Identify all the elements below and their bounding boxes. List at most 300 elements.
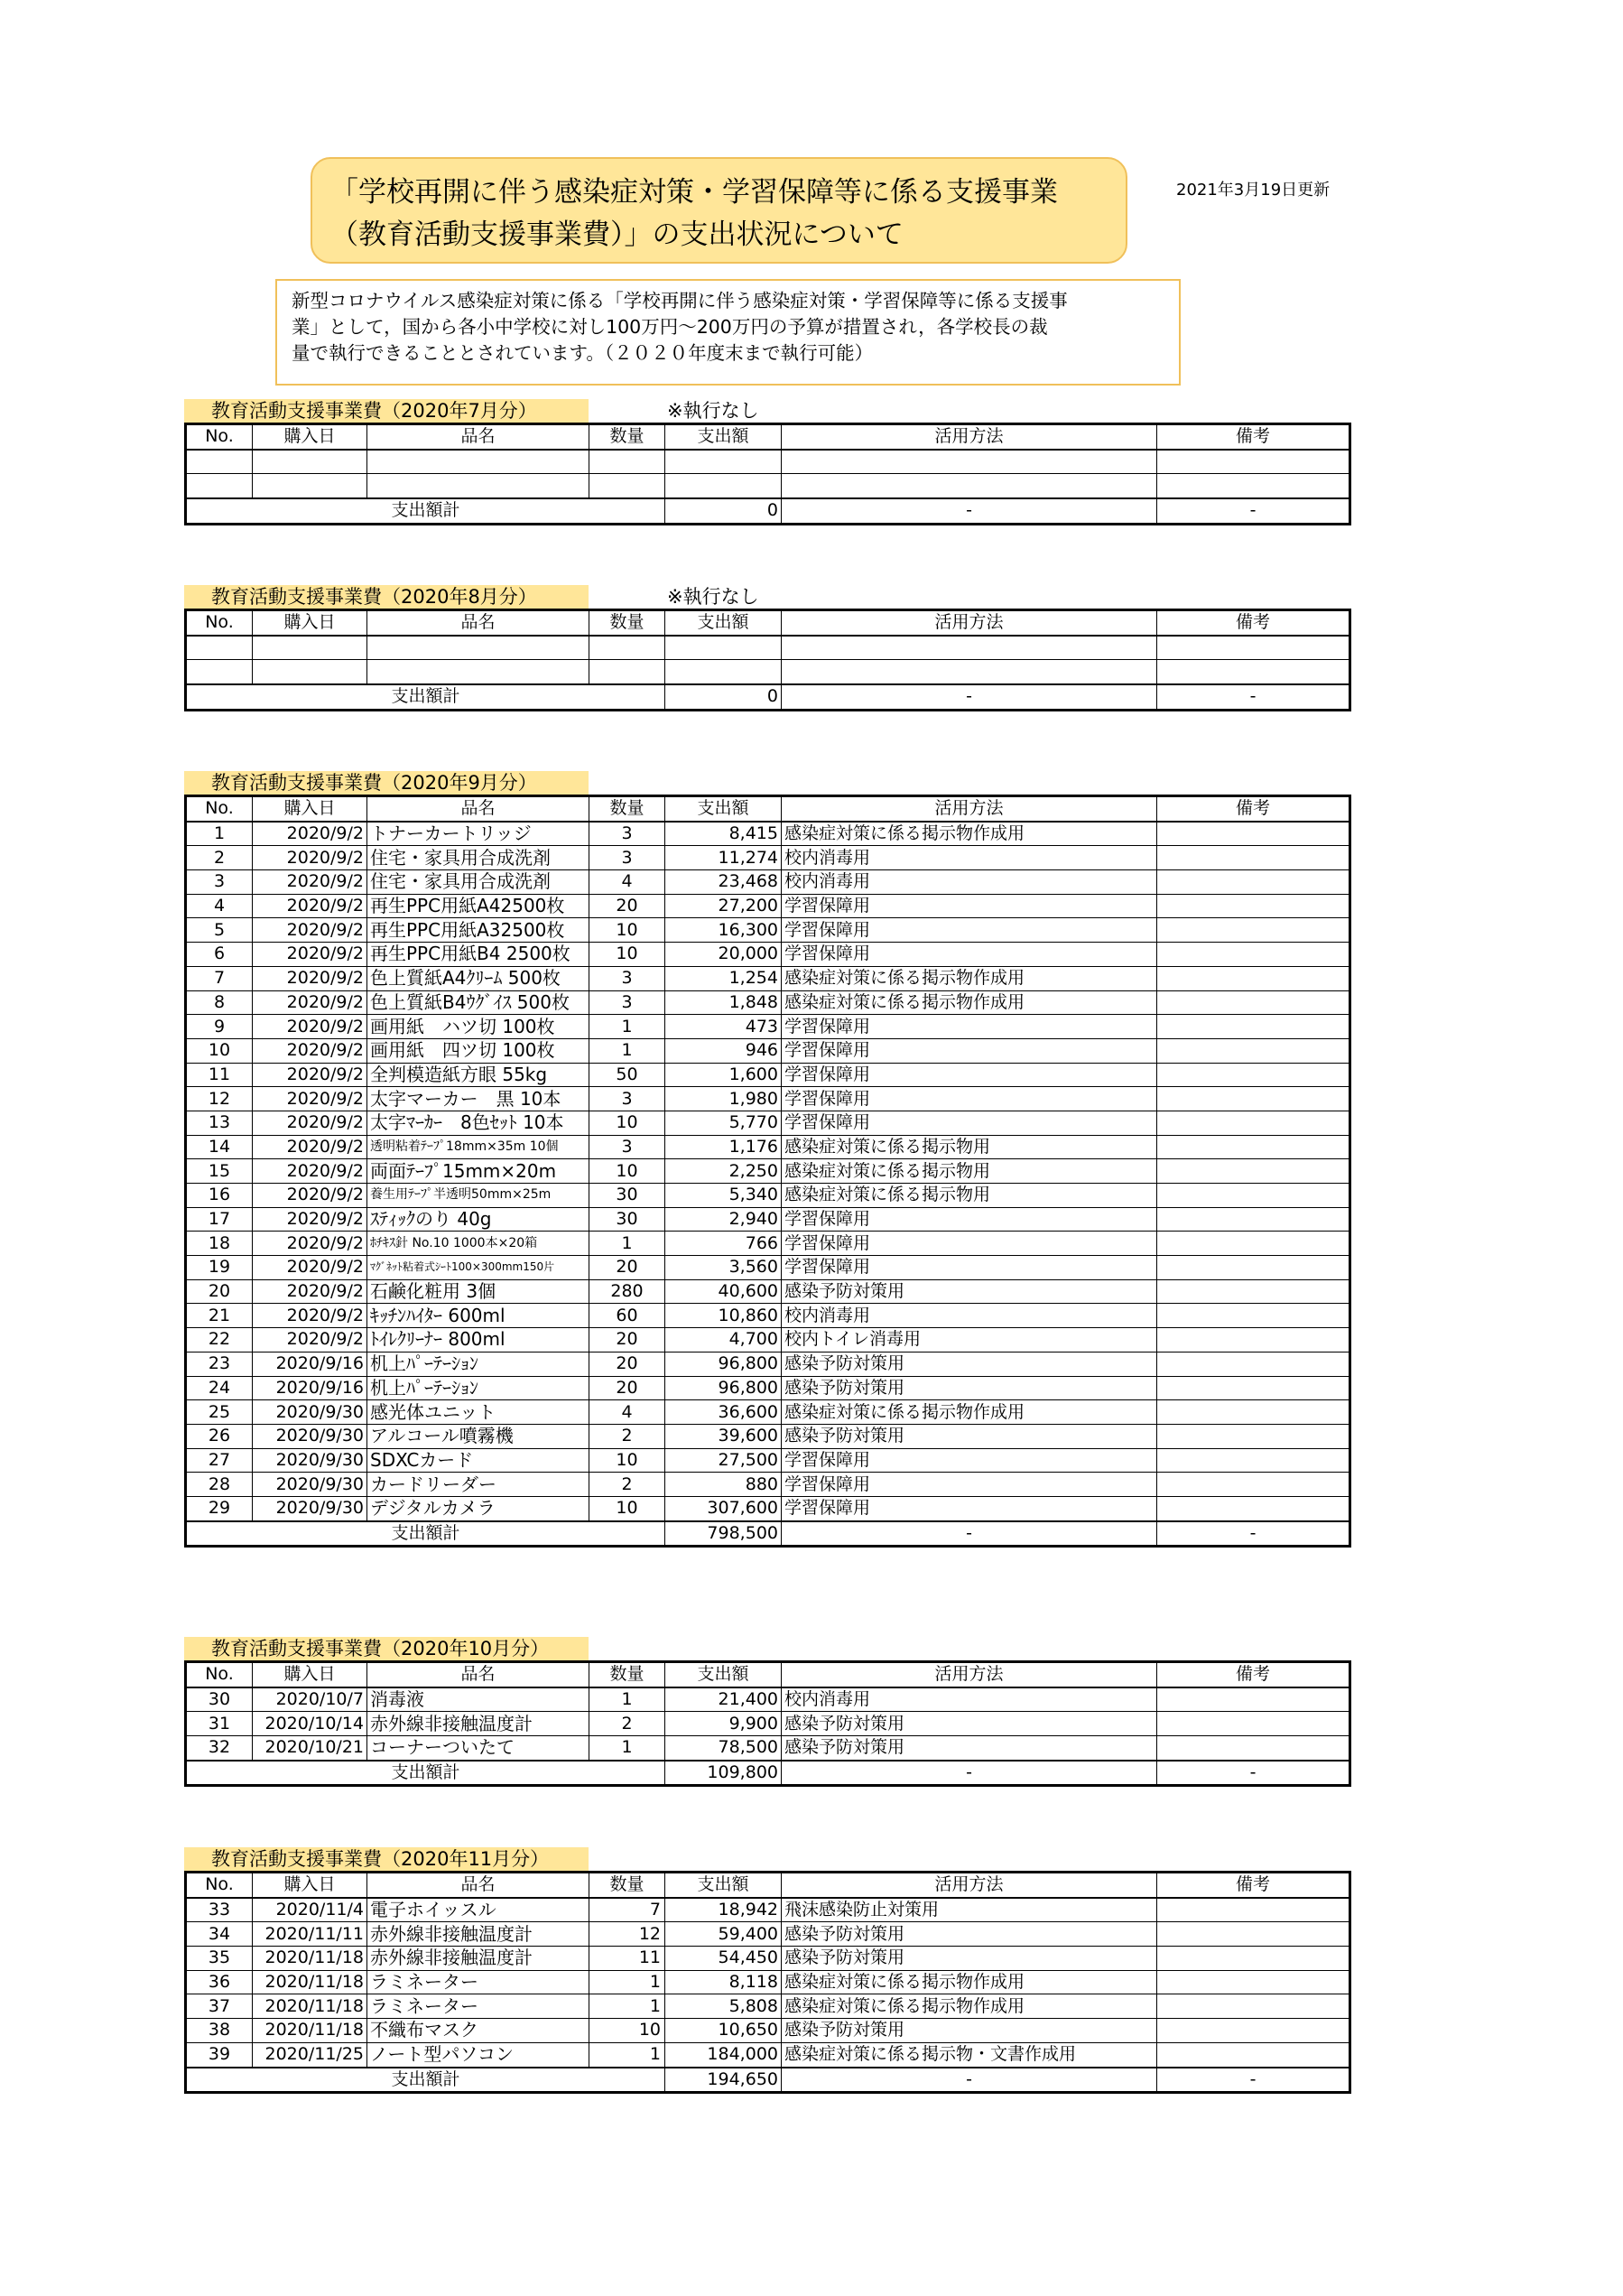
cell-qty: 10	[589, 918, 665, 943]
cell-item: ﾄｲﾚｸﾘｰﾅｰ 800ml	[367, 1328, 589, 1353]
cell-no: 36	[186, 1970, 253, 1994]
cell-no: 19	[186, 1256, 253, 1280]
cell-item: 再生PPC用紙B4 2500枚	[367, 943, 589, 967]
cell-use: 感染症対策に係る掲示物用	[782, 1159, 1157, 1184]
cell-qty: 11	[589, 1947, 665, 1971]
expense-table	[184, 795, 1351, 1548]
section-header	[184, 1847, 1349, 1871]
expense-table	[184, 1871, 1351, 2094]
cell-date: 2020/9/30	[253, 1496, 367, 1520]
cell-amount: 54,450	[665, 1947, 782, 1971]
table-row	[186, 1038, 1350, 1063]
cell-no: 16	[186, 1184, 253, 1208]
cell-amount: 1,600	[665, 1063, 782, 1087]
empty-cell	[186, 474, 253, 498]
cell-amount: 2,940	[665, 1207, 782, 1232]
total-use-dash: -	[782, 1521, 1157, 1547]
cell-date: 2020/11/18	[253, 2019, 367, 2043]
cell-use: 感染症対策に係る掲示物・文書作成用	[782, 2042, 1157, 2067]
cell-use: 感染症対策に係る掲示物用	[782, 1135, 1157, 1159]
table-row	[186, 1256, 1350, 1280]
cell-use: 学習保障用	[782, 1473, 1157, 1497]
cell-no: 30	[186, 1687, 253, 1712]
table-row	[186, 918, 1350, 943]
empty-cell	[589, 450, 665, 474]
cell-date: 2020/9/16	[253, 1352, 367, 1376]
cell-date: 2020/10/7	[253, 1687, 367, 1712]
header-no: No.	[186, 1662, 253, 1687]
cell-date: 2020/9/30	[253, 1473, 367, 1497]
expense-table	[184, 1660, 1351, 1787]
table-row	[186, 1087, 1350, 1111]
cell-amount: 59,400	[665, 1922, 782, 1947]
header-use: 活用方法	[782, 1662, 1157, 1687]
cell-amount: 18,942	[665, 1898, 782, 1922]
cell-no: 8	[186, 990, 253, 1015]
total-note-dash: -	[1157, 1521, 1350, 1547]
cell-no: 31	[186, 1712, 253, 1736]
cell-note	[1157, 1712, 1350, 1736]
total-row	[186, 1761, 1350, 1786]
cell-note	[1157, 1279, 1350, 1304]
cell-amount: 27,200	[665, 894, 782, 918]
cell-qty: 1	[589, 1970, 665, 1994]
cell-note	[1157, 1087, 1350, 1111]
cell-qty: 10	[589, 2019, 665, 2043]
table-row	[186, 966, 1350, 990]
cell-amount: 766	[665, 1232, 782, 1256]
table-row	[186, 1015, 1350, 1039]
table-row	[186, 1304, 1350, 1328]
cell-item: ｷｯﾁﾝﾊｲﾀｰ 600ml	[367, 1304, 589, 1328]
cell-use: 感染予防対策用	[782, 2019, 1157, 2043]
empty-cell	[1157, 636, 1350, 660]
cell-use: 校内消毒用	[782, 1687, 1157, 1712]
header-item: 品名	[367, 1873, 589, 1898]
empty-cell	[782, 450, 1157, 474]
empty-cell	[253, 660, 367, 684]
cell-note	[1157, 1424, 1350, 1448]
empty-cell	[1157, 474, 1350, 498]
table-row	[186, 846, 1350, 870]
cell-qty: 50	[589, 1063, 665, 1087]
total-note-dash: -	[1157, 684, 1350, 710]
cell-qty: 1	[589, 1994, 665, 2019]
header-amount: 支出額	[665, 610, 782, 636]
total-row	[186, 498, 1350, 524]
cell-date: 2020/9/2	[253, 1038, 367, 1063]
empty-row	[186, 660, 1350, 684]
cell-date: 2020/11/18	[253, 1947, 367, 1971]
cell-note	[1157, 1015, 1350, 1039]
header-amount: 支出額	[665, 1873, 782, 1898]
cell-amount: 307,600	[665, 1496, 782, 1520]
empty-cell	[186, 450, 253, 474]
cell-qty: 20	[589, 894, 665, 918]
cell-use: 学習保障用	[782, 918, 1157, 943]
cell-use: 学習保障用	[782, 894, 1157, 918]
cell-qty: 10	[589, 943, 665, 967]
total-amount: 109,800	[665, 1761, 782, 1786]
cell-use: 感染予防対策用	[782, 1376, 1157, 1400]
cell-qty: 3	[589, 990, 665, 1015]
cell-item: 不織布マスク	[367, 2019, 589, 2043]
header-note: 備考	[1157, 1873, 1350, 1898]
cell-qty: 1	[589, 1015, 665, 1039]
cell-use: 校内トイレ消毒用	[782, 1328, 1157, 1353]
cell-amount: 5,340	[665, 1184, 782, 1208]
cell-qty: 3	[589, 1135, 665, 1159]
cell-amount: 1,176	[665, 1135, 782, 1159]
cell-item: 電子ホイッスル	[367, 1898, 589, 1922]
cell-amount: 1,848	[665, 990, 782, 1015]
expense-table	[184, 423, 1351, 525]
cell-no: 29	[186, 1496, 253, 1520]
cell-item: 住宅・家具用合成洗剤	[367, 846, 589, 870]
cell-qty: 1	[589, 1038, 665, 1063]
table-row	[186, 870, 1350, 895]
cell-use: 感染症対策に係る掲示物作成用	[782, 990, 1157, 1015]
cell-item: 石鹸化粧用 3個	[367, 1279, 589, 1304]
cell-no: 35	[186, 1947, 253, 1971]
cell-note	[1157, 1994, 1350, 2019]
updated-date: 2021年3月19日更新	[1176, 181, 1331, 200]
empty-cell	[665, 474, 782, 498]
table-row	[186, 1424, 1350, 1448]
table-header-row	[186, 424, 1350, 450]
expense-section	[184, 771, 1349, 1548]
cell-qty: 10	[589, 1111, 665, 1135]
cell-date: 2020/9/2	[253, 1015, 367, 1039]
cell-use: 学習保障用	[782, 1448, 1157, 1473]
cell-date: 2020/9/30	[253, 1448, 367, 1473]
section-title: 教育活動支援事業費（2020年10月分）	[184, 1637, 589, 1660]
cell-date: 2020/9/2	[253, 1159, 367, 1184]
header-item: 品名	[367, 1662, 589, 1687]
table-header-row	[186, 1662, 1350, 1687]
cell-note	[1157, 918, 1350, 943]
cell-qty: 12	[589, 1922, 665, 1947]
cell-note	[1157, 1207, 1350, 1232]
cell-note	[1157, 1352, 1350, 1376]
cell-no: 15	[186, 1159, 253, 1184]
cell-no: 3	[186, 870, 253, 895]
cell-amount: 40,600	[665, 1279, 782, 1304]
cell-no: 38	[186, 2019, 253, 2043]
cell-item: 太字ﾏｰｶｰ 8色ｾｯﾄ 10本	[367, 1111, 589, 1135]
cell-amount: 39,600	[665, 1424, 782, 1448]
table-row	[186, 1736, 1350, 1761]
cell-note	[1157, 1256, 1350, 1280]
cell-qty: 280	[589, 1279, 665, 1304]
cell-item: ラミネーター	[367, 1970, 589, 1994]
cell-no: 14	[186, 1135, 253, 1159]
cell-note	[1157, 1184, 1350, 1208]
cell-use: 学習保障用	[782, 1496, 1157, 1520]
empty-cell	[367, 660, 589, 684]
cell-note	[1157, 1898, 1350, 1922]
cell-use: 学習保障用	[782, 1087, 1157, 1111]
cell-qty: 4	[589, 870, 665, 895]
table-row	[186, 1159, 1350, 1184]
cell-amount: 78,500	[665, 1736, 782, 1761]
cell-no: 27	[186, 1448, 253, 1473]
header-note: 備考	[1157, 424, 1350, 450]
cell-item: 色上質紙A4ｸﾘｰﾑ 500枚	[367, 966, 589, 990]
cell-item: 机上ﾊﾟｰﾃｰｼｮﾝ	[367, 1352, 589, 1376]
header-no: No.	[186, 796, 253, 822]
cell-amount: 5,808	[665, 1994, 782, 2019]
cell-amount: 9,900	[665, 1712, 782, 1736]
section-header	[184, 1637, 1349, 1660]
cell-date: 2020/9/2	[253, 1111, 367, 1135]
cell-use: 学習保障用	[782, 1207, 1157, 1232]
expense-section	[184, 585, 1349, 711]
cell-item: デジタルカメラ	[367, 1496, 589, 1520]
header-no: No.	[186, 1873, 253, 1898]
cell-note	[1157, 894, 1350, 918]
cell-amount: 96,800	[665, 1376, 782, 1400]
table-row	[186, 1207, 1350, 1232]
empty-cell	[589, 636, 665, 660]
cell-amount: 27,500	[665, 1448, 782, 1473]
total-row	[186, 684, 1350, 710]
cell-item: 再生PPC用紙A42500枚	[367, 894, 589, 918]
table-header-row	[186, 796, 1350, 822]
cell-no: 13	[186, 1111, 253, 1135]
header-no: No.	[186, 610, 253, 636]
table-row	[186, 1712, 1350, 1736]
cell-qty: 3	[589, 822, 665, 846]
cell-qty: 10	[589, 1159, 665, 1184]
table-row	[186, 1352, 1350, 1376]
header-use: 活用方法	[782, 610, 1157, 636]
cell-qty: 20	[589, 1256, 665, 1280]
empty-cell	[367, 450, 589, 474]
header-note: 備考	[1157, 1662, 1350, 1687]
table-row	[186, 1922, 1350, 1947]
cell-no: 9	[186, 1015, 253, 1039]
cell-note	[1157, 1038, 1350, 1063]
table-row	[186, 1328, 1350, 1353]
intro-line-2: 業」として，国から各小中学校に対し100万円～200万円の予算が措置され，各学校長の裁	[292, 316, 1048, 338]
cell-item: 画用紙 四ツ切 100枚	[367, 1038, 589, 1063]
cell-date: 2020/11/11	[253, 1922, 367, 1947]
cell-note	[1157, 943, 1350, 967]
cell-no: 25	[186, 1400, 253, 1425]
cell-note	[1157, 1970, 1350, 1994]
empty-cell	[1157, 660, 1350, 684]
total-use-dash: -	[782, 684, 1157, 710]
cell-item: 再生PPC用紙A32500枚	[367, 918, 589, 943]
section-header	[184, 771, 1349, 795]
cell-qty: 30	[589, 1184, 665, 1208]
cell-qty: 60	[589, 1304, 665, 1328]
cell-item: コーナーついたて	[367, 1736, 589, 1761]
cell-note	[1157, 1448, 1350, 1473]
cell-item: アルコール噴霧機	[367, 1424, 589, 1448]
cell-use: 感染症対策に係る掲示物作成用	[782, 822, 1157, 846]
cell-qty: 1	[589, 1687, 665, 1712]
total-note-dash: -	[1157, 1761, 1350, 1786]
cell-use: 学習保障用	[782, 1038, 1157, 1063]
cell-note	[1157, 1687, 1350, 1712]
cell-qty: 7	[589, 1898, 665, 1922]
cell-no: 23	[186, 1352, 253, 1376]
table-row	[186, 1279, 1350, 1304]
empty-cell	[665, 450, 782, 474]
cell-no: 34	[186, 1922, 253, 1947]
cell-date: 2020/9/2	[253, 822, 367, 846]
cell-no: 1	[186, 822, 253, 846]
cell-date: 2020/9/2	[253, 1304, 367, 1328]
total-label: 支出額計	[186, 1521, 665, 1547]
empty-cell	[1157, 450, 1350, 474]
cell-amount: 96,800	[665, 1352, 782, 1376]
cell-note	[1157, 1063, 1350, 1087]
cell-note	[1157, 2042, 1350, 2067]
table-row	[186, 1063, 1350, 1087]
table-header-row	[186, 1873, 1350, 1898]
cell-item: ラミネーター	[367, 1994, 589, 2019]
cell-item: 透明粘着ﾃｰﾌﾟ18mm×35m 10個	[367, 1135, 589, 1159]
cell-amount: 880	[665, 1473, 782, 1497]
cell-amount: 184,000	[665, 2042, 782, 2067]
cell-use: 感染症対策に係る掲示物作成用	[782, 1994, 1157, 2019]
header-use: 活用方法	[782, 1873, 1157, 1898]
table-row	[186, 1111, 1350, 1135]
cell-date: 2020/9/2	[253, 894, 367, 918]
cell-date: 2020/9/2	[253, 846, 367, 870]
header-date: 購入日	[253, 424, 367, 450]
cell-qty: 2	[589, 1712, 665, 1736]
cell-item: 赤外線非接触温度計	[367, 1947, 589, 1971]
header-amount: 支出額	[665, 424, 782, 450]
cell-amount: 1,254	[665, 966, 782, 990]
cell-no: 7	[186, 966, 253, 990]
cell-item: SDXCカード	[367, 1448, 589, 1473]
cell-date: 2020/11/18	[253, 1970, 367, 1994]
section-header	[184, 585, 1349, 609]
header-date: 購入日	[253, 1662, 367, 1687]
cell-amount: 10,860	[665, 1304, 782, 1328]
total-use-dash: -	[782, 2068, 1157, 2093]
header-note: 備考	[1157, 796, 1350, 822]
cell-note	[1157, 1328, 1350, 1353]
empty-row	[186, 450, 1350, 474]
total-amount: 798,500	[665, 1521, 782, 1547]
header-use: 活用方法	[782, 796, 1157, 822]
expense-table	[184, 609, 1351, 711]
cell-no: 4	[186, 894, 253, 918]
cell-date: 2020/9/2	[253, 1279, 367, 1304]
cell-qty: 2	[589, 1424, 665, 1448]
cell-use: 校内消毒用	[782, 870, 1157, 895]
page-title-box	[311, 157, 1127, 264]
cell-amount: 11,274	[665, 846, 782, 870]
cell-no: 20	[186, 1279, 253, 1304]
header-date: 購入日	[253, 796, 367, 822]
cell-date: 2020/11/18	[253, 1994, 367, 2019]
cell-no: 28	[186, 1473, 253, 1497]
cell-use: 学習保障用	[782, 1232, 1157, 1256]
table-row	[186, 1232, 1350, 1256]
table-row	[186, 990, 1350, 1015]
cell-amount: 20,000	[665, 943, 782, 967]
empty-cell	[367, 474, 589, 498]
cell-item: 消毒液	[367, 1687, 589, 1712]
header-note: 備考	[1157, 610, 1350, 636]
cell-use: 学習保障用	[782, 943, 1157, 967]
header-use: 活用方法	[782, 424, 1157, 450]
empty-cell	[589, 660, 665, 684]
cell-no: 26	[186, 1424, 253, 1448]
total-amount: 0	[665, 498, 782, 524]
cell-amount: 946	[665, 1038, 782, 1063]
cell-qty: 10	[589, 1496, 665, 1520]
total-label: 支出額計	[186, 684, 665, 710]
cell-use: 学習保障用	[782, 1015, 1157, 1039]
cell-item: 赤外線非接触温度計	[367, 1922, 589, 1947]
cell-use: 感染予防対策用	[782, 1947, 1157, 1971]
total-row	[186, 2068, 1350, 2093]
empty-cell	[782, 474, 1157, 498]
cell-amount: 5,770	[665, 1111, 782, 1135]
cell-item: 机上ﾊﾟｰﾃｰｼｮﾝ	[367, 1376, 589, 1400]
cell-use: 感染症対策に係る掲示物作成用	[782, 1400, 1157, 1425]
table-row	[186, 1947, 1350, 1971]
cell-use: 感染予防対策用	[782, 1712, 1157, 1736]
section-note: ※執行なし	[667, 400, 759, 422]
empty-cell	[253, 474, 367, 498]
cell-note	[1157, 846, 1350, 870]
cell-note	[1157, 870, 1350, 895]
cell-use: 学習保障用	[782, 1063, 1157, 1087]
cell-no: 11	[186, 1063, 253, 1087]
cell-no: 6	[186, 943, 253, 967]
cell-note	[1157, 1304, 1350, 1328]
cell-qty: 30	[589, 1207, 665, 1232]
cell-date: 2020/9/30	[253, 1400, 367, 1425]
section-title: 教育活動支援事業費（2020年9月分）	[184, 771, 589, 795]
cell-note	[1157, 2019, 1350, 2043]
cell-date: 2020/9/2	[253, 1256, 367, 1280]
cell-date: 2020/9/16	[253, 1376, 367, 1400]
table-row	[186, 1970, 1350, 1994]
cell-item: ノート型パソコン	[367, 2042, 589, 2067]
cell-date: 2020/9/2	[253, 870, 367, 895]
header-item: 品名	[367, 424, 589, 450]
cell-amount: 8,415	[665, 822, 782, 846]
cell-date: 2020/9/2	[253, 918, 367, 943]
cell-amount: 10,650	[665, 2019, 782, 2043]
table-row	[186, 1473, 1350, 1497]
table-row	[186, 1496, 1350, 1520]
table-row	[186, 1687, 1350, 1712]
table-row	[186, 1400, 1350, 1425]
expense-section	[184, 399, 1349, 525]
table-row	[186, 822, 1350, 846]
cell-item: 両面ﾃｰﾌﾟ15mm×20m	[367, 1159, 589, 1184]
table-row	[186, 1135, 1350, 1159]
cell-date: 2020/9/2	[253, 1184, 367, 1208]
cell-qty: 1	[589, 1736, 665, 1761]
empty-cell	[186, 636, 253, 660]
cell-note	[1157, 1473, 1350, 1497]
section-header	[184, 399, 1349, 423]
cell-use: 飛沫感染防止対策用	[782, 1898, 1157, 1922]
cell-note	[1157, 1736, 1350, 1761]
